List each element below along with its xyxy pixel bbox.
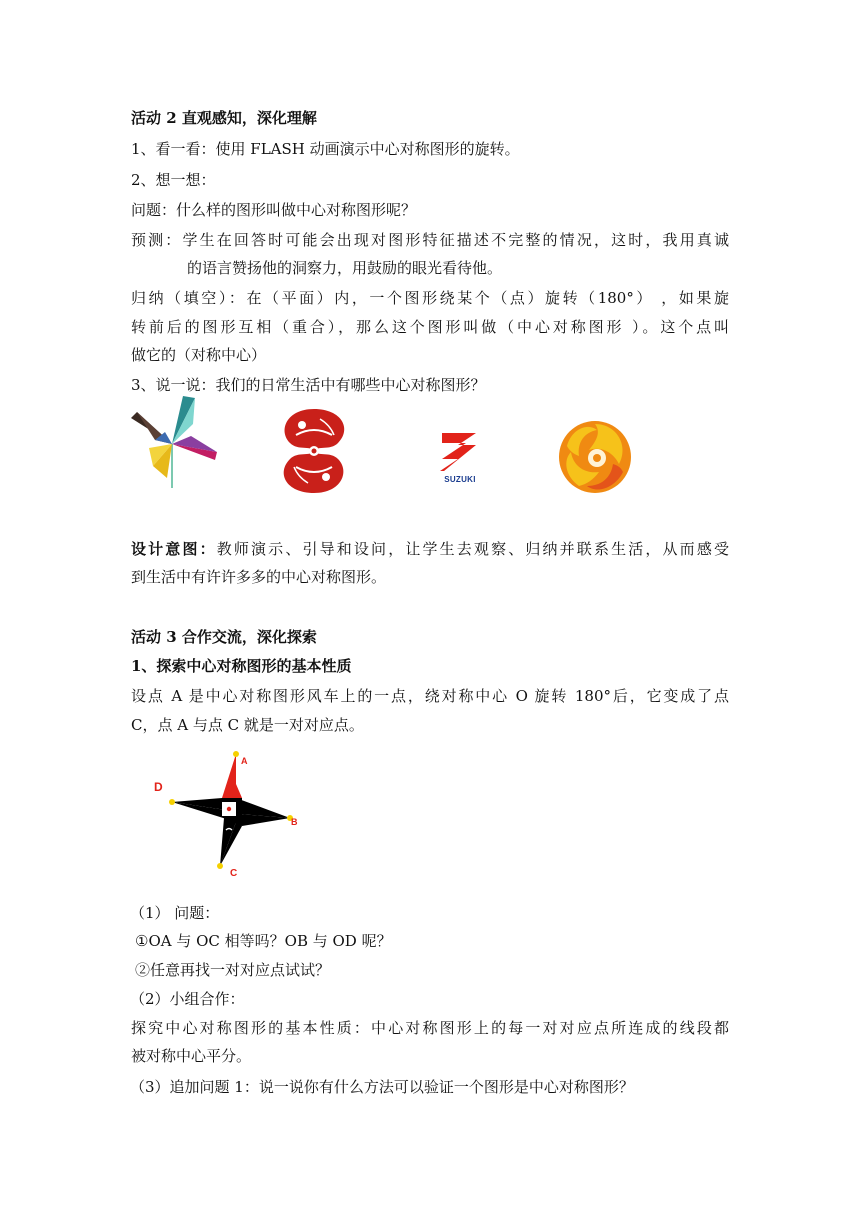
point-d-dot — [169, 799, 175, 805]
pinwheel-image — [131, 396, 217, 488]
summary-line-1: 归纳（填空）：在（平面）内，一个图形绕某个（点）旋转（180°） ，如果旋 — [131, 289, 729, 307]
point-c-dot — [217, 863, 223, 869]
design-intent-label: 设计意图： — [131, 540, 217, 558]
label-b: B — [291, 817, 298, 827]
question-text: 问题：什么样的图形叫做中心对称图形呢？ — [131, 201, 417, 219]
design-intent-line-2: 到生活中有许许多多的中心对称图形。 — [131, 568, 387, 586]
windmill-red-blade — [222, 754, 236, 798]
windmill-figure — [150, 748, 310, 884]
property-subheading: 1、探索中心对称图形的基本性质 — [131, 657, 352, 675]
design-intent-text: 教师演示、引导和设问，让学生去观察、归纳并联系生活，从而感受 — [216, 540, 729, 558]
papercut-image — [274, 405, 354, 497]
question-1: （1） 问题： — [130, 904, 220, 922]
center-point-o — [227, 807, 231, 811]
design-intent-line-1 — [131, 539, 729, 559]
say-item: 3、说一说：我们的日常生活中有哪些中心对称图形？ — [131, 376, 486, 394]
prediction-line-2: 的语言赞扬他的洞察力，用鼓励的眼光看待他。 — [187, 259, 503, 277]
activity3-heading: 活动 3 合作交流，深化探索 — [131, 628, 317, 646]
property-intro-line-2: C，点 A 与点 C 就是一对对应点。 — [131, 716, 364, 734]
look-item: 1、看一看：使用 FLASH 动画演示中心对称图形的旋转。 — [131, 140, 520, 158]
summary-line-2: 转前后的图形互相（重合），那么这个图形叫做（中心对称图形 ）。这个点叫 — [131, 318, 729, 336]
label-a: A — [241, 756, 248, 766]
question-1b: ②任意再找一对对应点试试？ — [135, 961, 331, 979]
label-c: C — [230, 868, 238, 879]
activity2-heading: 活动 2 直观感知，深化理解 — [131, 109, 317, 127]
suzuki-logo-text: SUZUKI — [444, 475, 476, 484]
label-d: D — [154, 780, 163, 794]
property-line-2: 被对称中心平分。 — [131, 1047, 252, 1065]
question-3: （3）追加问题 1：说一说你有什么方法可以验证一个图形是中心对称图形？ — [130, 1078, 634, 1096]
property-intro-line-1: 设点 A 是中心对称图形风车上的一点，绕对称中心 O 旋转 180°后，它变成了点 — [131, 687, 729, 705]
prediction-line-1: 预测：学生在回答时可能会出现对图形特征描述不完整的情况，这时，我用真诚 — [131, 231, 729, 249]
property-line-1: 探究中心对称图形的基本性质：中心对称图形上的每一对对应点所连成的线段都 — [131, 1019, 729, 1037]
phoenix-logo-image — [557, 416, 633, 498]
point-a-dot — [233, 751, 239, 757]
think-item: 2、想一想： — [131, 171, 216, 189]
question-1a: ①OA 与 OC 相等吗？OB 与 OD 呢？ — [135, 932, 392, 950]
summary-line-3: 做它的（对称中心） — [131, 346, 267, 364]
question-2: （2）小组合作： — [130, 990, 245, 1008]
